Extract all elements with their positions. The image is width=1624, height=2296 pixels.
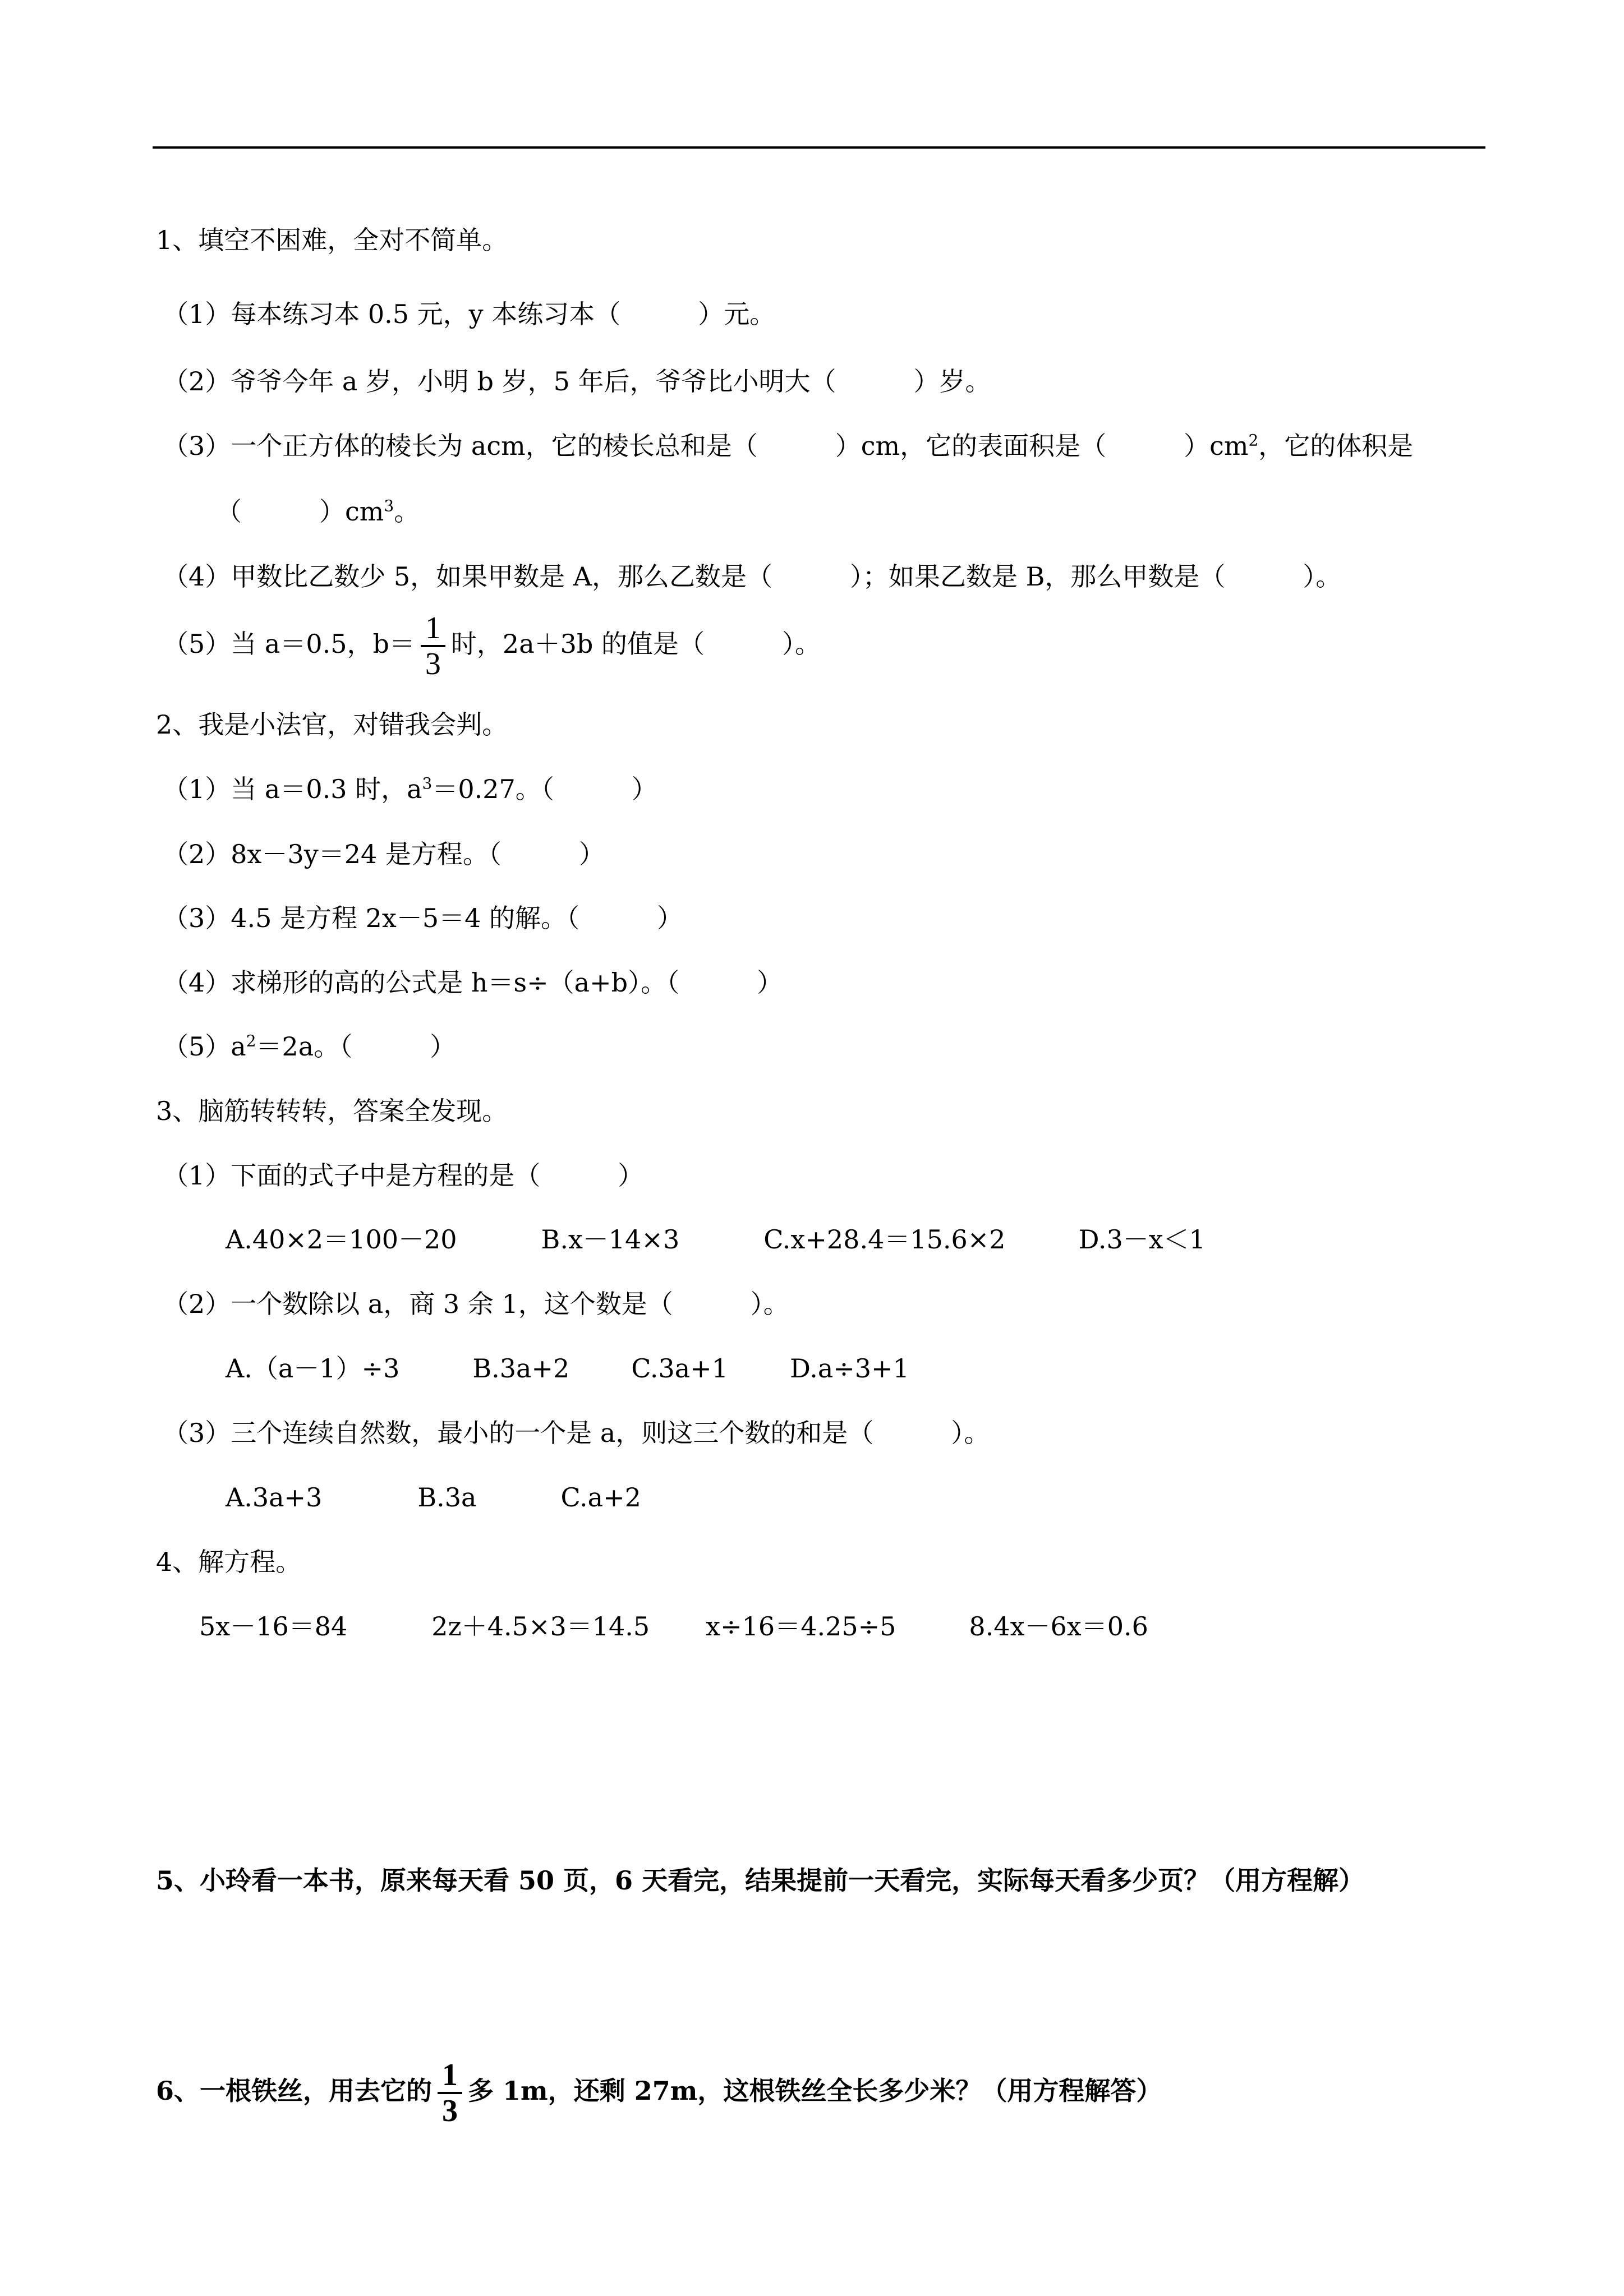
option-c: C.a+2: [560, 1482, 641, 1513]
option-b: B.x－14×3: [541, 1224, 680, 1255]
q1-item-3-cont-text: （ ）cm: [216, 496, 384, 527]
q1-item-4: （4）甲数比乙数少 5，如果甲数是 A，那么乙数是（ ）；如果乙数是 B，那么甲数是（ ）。: [163, 561, 1342, 592]
header-rule: [153, 146, 1485, 149]
q2-item-3: （3）4.5 是方程 2x－5＝4 的解。（ ）: [163, 903, 683, 933]
option-d: D.a÷3+1: [789, 1353, 909, 1384]
q2-item-1-pre: （1）当 a＝0.3 时，a: [163, 774, 422, 804]
q2-item-1-post: ＝0.27。（ ）: [432, 774, 657, 804]
q2-item-1-sup: 3: [422, 774, 433, 793]
q2-item-5-pre: （5）a: [163, 1031, 246, 1062]
option-c: C.3a+1: [631, 1353, 728, 1384]
q2-item-1: [163, 772, 657, 806]
q1-item-5: [163, 611, 821, 681]
q1-item-5-pre: （5）当 a＝0.5，b＝: [163, 629, 415, 659]
option-b: B.3a: [417, 1482, 477, 1513]
option-b: B.3a+2: [472, 1353, 570, 1384]
q1-title: 1、填空不困难，全对不简单。: [156, 225, 508, 255]
option-a: A.（a－1）÷3: [226, 1353, 400, 1384]
q2-item-5-sup: 2: [246, 1031, 256, 1050]
q2-item-5: [163, 1030, 456, 1063]
q1-item-3-sup: 2: [1248, 431, 1259, 450]
fraction-denominator: 3: [425, 647, 441, 681]
q5-word-problem: 5、小玲看一本书，原来每天看 50 页，6 天看完，结果提前一天看完，实际每天看多少页？（用方程解）: [156, 1865, 1365, 1896]
q1-item-3-cont: [216, 495, 420, 528]
q1-item-3-cont-end: 。: [394, 496, 420, 527]
equation-2: 2z＋4.5×3＝14.5: [431, 1611, 650, 1642]
option-a: A.3a+3: [226, 1482, 323, 1513]
option-c: C.x+28.4＝15.6×2: [763, 1224, 1006, 1255]
fraction-one-third: [438, 2058, 462, 2128]
q3-item-2-options: [226, 1352, 982, 1385]
q3-item-1: （1）下面的式子中是方程的是（ ）: [163, 1160, 644, 1191]
q2-item-4: （4）求梯形的高的公式是 h＝s÷（a+b）。（ ）: [163, 967, 783, 998]
fraction-one-third: [421, 611, 445, 681]
q6-word-problem: [156, 2058, 1162, 2128]
q1-item-2: （2）爷爷今年 a 岁，小明 b 岁，5 年后，爷爷比小明大（ ）岁。: [163, 366, 991, 397]
equation-3: x÷16＝4.25÷5: [706, 1611, 896, 1642]
q3-item-3: （3）三个连续自然数，最小的一个是 a，则这三个数的和是（ ）。: [163, 1418, 990, 1448]
q1-item-5-post: 时，2a＋3b 的值是（ ）。: [450, 629, 821, 659]
q2-title: 2、我是小法官，对错我会判。: [156, 709, 508, 740]
q1-item-3: [163, 429, 1413, 463]
option-d: D.3－x＜1: [1078, 1224, 1206, 1255]
q2-item-5-post: ＝2a。（ ）: [256, 1031, 456, 1062]
q1-item-3-text: （3）一个正方体的棱长为 acm，它的棱长总和是（ ）cm，它的表面积是（ ）cm: [163, 431, 1249, 461]
q4-title: 4、解方程。: [156, 1547, 302, 1577]
q1-item-3-text-b: ，它的体积是: [1258, 431, 1414, 461]
option-a: A.40×2＝100－20: [226, 1224, 457, 1255]
q3-title: 3、脑筋转转转，答案全发现。: [156, 1096, 508, 1126]
equation-4: 8.4x－6x＝0.6: [969, 1611, 1148, 1642]
fraction-numerator: 1: [438, 2058, 462, 2094]
fraction-numerator: 1: [421, 611, 445, 647]
q1-item-1: （1）每本练习本 0.5 元，y 本练习本（ ）元。: [163, 299, 776, 329]
q3-item-1-options: [226, 1223, 1278, 1256]
q3-item-2: （2）一个数除以 a，商 3 余 1，这个数是（ ）。: [163, 1289, 789, 1319]
q1-item-3-cont-sup: 3: [384, 496, 394, 515]
q2-item-2: （2）8x－3y＝24 是方程。（ ）: [163, 839, 605, 869]
q6-post: 多 1m，还剩 27m，这根铁丝全长多少米？（用方程解答）: [468, 2076, 1162, 2106]
q4-equations: [199, 1610, 1221, 1643]
fraction-denominator: 3: [442, 2094, 458, 2128]
q3-item-3-options: [226, 1481, 714, 1514]
q6-pre: 6、一根铁丝，用去它的: [156, 2076, 433, 2106]
equation-1: 5x－16＝84: [199, 1611, 348, 1642]
